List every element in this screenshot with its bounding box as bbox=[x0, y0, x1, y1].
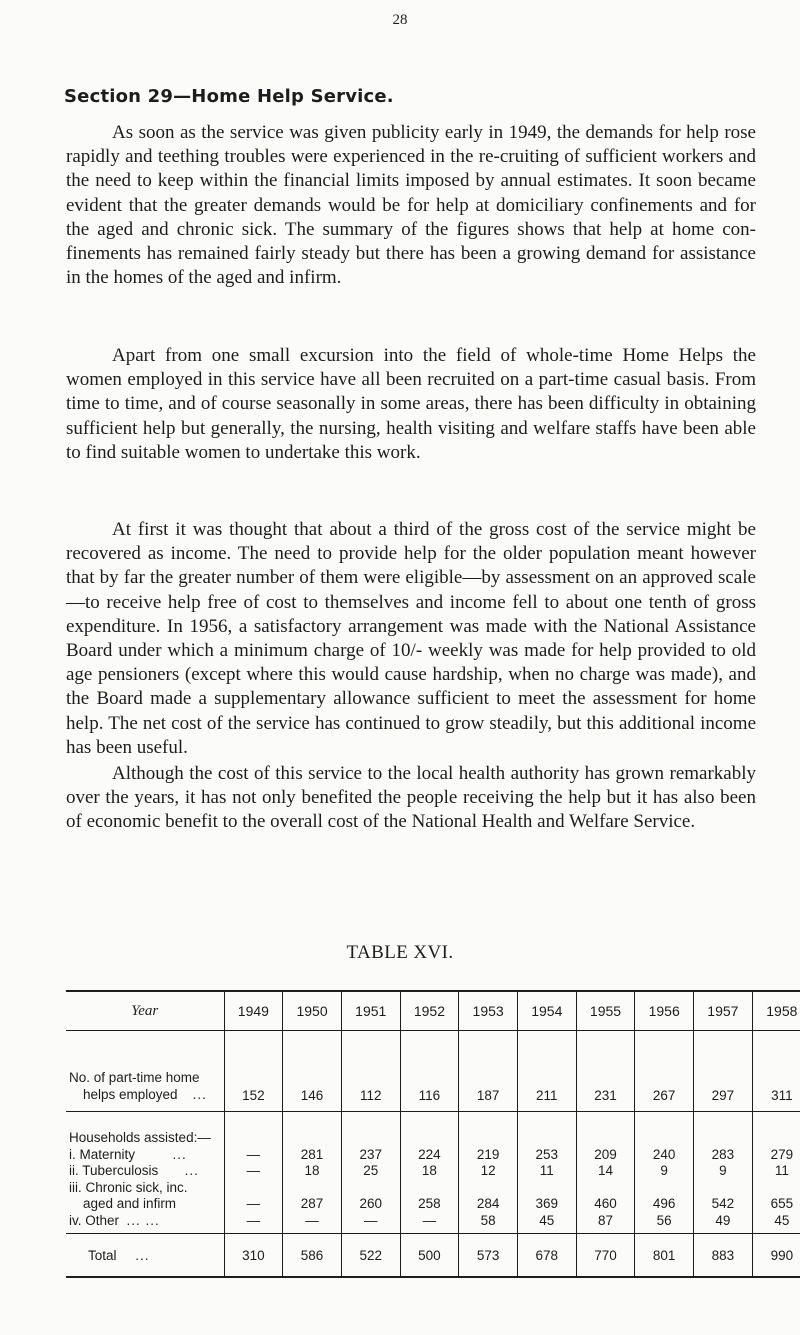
table-cell: 500 bbox=[400, 1234, 459, 1278]
table-cell: 25 bbox=[363, 1163, 379, 1178]
table-cell: 297 bbox=[694, 1031, 753, 1112]
chronic-label-line1: iii. Chronic sick, inc. bbox=[69, 1179, 188, 1195]
year-header-cell: 1954 bbox=[517, 991, 576, 1031]
table-row-staff bbox=[66, 1031, 800, 1112]
household-values-1955 bbox=[576, 1112, 635, 1234]
leader-dots: ... bbox=[184, 1163, 199, 1178]
table-cell: 9 bbox=[660, 1163, 668, 1178]
paragraph-4 bbox=[66, 762, 756, 835]
table-row-households bbox=[66, 1112, 800, 1234]
year-header-cell: 1955 bbox=[576, 991, 635, 1031]
table-cell: 281 bbox=[300, 1146, 324, 1162]
table-cell: 279 bbox=[770, 1146, 794, 1162]
table-cell: 219 bbox=[476, 1146, 500, 1162]
chronic-label-line2: aged and infirm bbox=[83, 1196, 177, 1211]
table-cell: 369 bbox=[535, 1196, 559, 1211]
paragraph-text: Apart from one small excursion into the field of whole-time Home Helps the women employed in this service have all been recruited on a part-time casual basis. From time to time, and of course seasonally in some areas, there has been difficulty in obtaining sufficient help but generally, the nursing, health visiting and welfare staffs have been able to find suitable women to undertake this work. bbox=[66, 345, 756, 463]
leader-dots: ... bbox=[192, 1086, 207, 1102]
table-cell: 267 bbox=[635, 1031, 694, 1112]
tuberculosis-label: ii. Tuberculosis bbox=[69, 1163, 159, 1178]
table-cell: 18 bbox=[304, 1163, 320, 1178]
household-values-1956 bbox=[635, 1112, 694, 1234]
household-values-1957 bbox=[694, 1112, 753, 1234]
table-cell: 990 bbox=[752, 1234, 800, 1278]
household-values-1958 bbox=[752, 1112, 800, 1234]
table-cell: 11 bbox=[539, 1163, 554, 1178]
household-values-1953 bbox=[459, 1112, 518, 1234]
maternity-label: i. Maternity bbox=[69, 1146, 136, 1162]
table-cell: 209 bbox=[594, 1146, 617, 1162]
section-title: Section 29—Home Help Service. bbox=[64, 86, 394, 107]
table-cell: 12 bbox=[480, 1163, 496, 1178]
table-cell: 49 bbox=[715, 1212, 731, 1228]
household-values-1954 bbox=[517, 1112, 576, 1234]
table-cell: — bbox=[363, 1212, 378, 1228]
table-cell: 496 bbox=[652, 1196, 676, 1211]
table-cell: 9 bbox=[719, 1163, 727, 1178]
table-cell: 283 bbox=[711, 1146, 735, 1162]
year-header-cell: 1949 bbox=[224, 991, 283, 1031]
table-cell: 542 bbox=[711, 1196, 735, 1211]
row-label-households bbox=[66, 1112, 224, 1234]
paragraph-2 bbox=[66, 344, 756, 465]
year-header-cell: 1958 bbox=[752, 991, 800, 1031]
paragraph-3 bbox=[66, 518, 756, 760]
table-cell: 770 bbox=[576, 1234, 635, 1278]
year-header-cell: 1950 bbox=[283, 991, 342, 1031]
table-cell: — bbox=[246, 1146, 261, 1162]
table-cell: 240 bbox=[652, 1146, 676, 1162]
home-help-table bbox=[66, 990, 800, 1278]
table-cell: — bbox=[246, 1196, 261, 1211]
table-cell: 45 bbox=[774, 1212, 790, 1228]
row-label-total bbox=[66, 1234, 224, 1278]
year-header-cell: 1956 bbox=[635, 991, 694, 1031]
page-number: 28 bbox=[392, 12, 408, 28]
table-cell: 112 bbox=[341, 1031, 400, 1112]
table-cell: 522 bbox=[341, 1234, 400, 1278]
table-header-row bbox=[66, 991, 800, 1031]
table-cell: 586 bbox=[283, 1234, 342, 1278]
household-values-1952 bbox=[400, 1112, 459, 1234]
table-cell: 116 bbox=[400, 1031, 459, 1112]
table-cell: 231 bbox=[576, 1031, 635, 1112]
table-cell: 14 bbox=[597, 1163, 613, 1178]
other-label: iv. Other bbox=[69, 1212, 120, 1228]
paragraph-1 bbox=[66, 121, 756, 290]
staff-label-line1: No. of part-time home bbox=[69, 1070, 200, 1085]
table-cell: — bbox=[246, 1163, 261, 1178]
table-cell: 87 bbox=[597, 1212, 613, 1228]
total-label: Total bbox=[88, 1247, 117, 1263]
table-cell: 258 bbox=[418, 1196, 441, 1211]
households-heading: Households assisted:— bbox=[69, 1130, 211, 1145]
table-cell: 655 bbox=[770, 1196, 794, 1211]
table-title: TABLE XVI. bbox=[346, 942, 454, 963]
table-cell: 152 bbox=[224, 1031, 283, 1112]
table-cell: 310 bbox=[224, 1234, 283, 1278]
year-header-cell: 1953 bbox=[459, 991, 518, 1031]
table-cell: — bbox=[305, 1212, 319, 1228]
table-cell: 284 bbox=[476, 1196, 500, 1211]
leader-dots: ... bbox=[172, 1146, 187, 1162]
household-values-1950 bbox=[283, 1112, 342, 1234]
table-cell: 801 bbox=[635, 1234, 694, 1278]
table-cell: 253 bbox=[535, 1146, 559, 1162]
home-help-table-container bbox=[66, 990, 800, 1278]
table-cell: 260 bbox=[359, 1196, 382, 1211]
table-cell: 311 bbox=[752, 1031, 800, 1112]
table-cell: 146 bbox=[283, 1031, 342, 1112]
leader-dots: ... ... bbox=[126, 1212, 160, 1228]
table-cell: 237 bbox=[359, 1146, 382, 1162]
table-cell: — bbox=[422, 1212, 437, 1228]
year-header: Year bbox=[66, 991, 224, 1031]
paragraph-text: At first it was thought that about a third of the gross cost of the service might be recovered as income. The need to provide help for the older population meant however that by far the greater number of them were eligible—by assessment on an approved scale—to receive help free of cost to themselves and income fell to about one tenth of gross expenditure. In 1956, a satisfactory arrangement was made with the National Assistance Board under which a minimum charge of 10/- weekly was made for help provided to old age pensioners (except where this would cause hardship, when no charge was made), and the Board made a supplementary allowance sufficient to meet the assessment for home help. The net cost of the service has continued to grow steadily, but this additional income has been useful. bbox=[66, 519, 756, 758]
table-cell: 883 bbox=[694, 1234, 753, 1278]
table-cell: 58 bbox=[480, 1212, 496, 1228]
household-values-1949 bbox=[224, 1112, 283, 1234]
staff-label-line2: helps employed bbox=[83, 1086, 178, 1102]
household-values-1951 bbox=[341, 1112, 400, 1234]
year-header-cell: 1957 bbox=[694, 991, 753, 1031]
paragraph-text: Although the cost of this service to the local health authority has grown remarkably over the years, it has not only benefited the people receiving the help but it has also been of economic benefit to the overall cost of the National Health and Welfare Service. bbox=[66, 763, 756, 833]
table-cell: 211 bbox=[517, 1031, 576, 1112]
leader-dots: ... bbox=[135, 1247, 150, 1263]
table-cell: 460 bbox=[594, 1196, 617, 1211]
table-cell: 56 bbox=[656, 1212, 672, 1228]
table-row-total bbox=[66, 1234, 800, 1278]
table-cell: 678 bbox=[517, 1234, 576, 1278]
table-cell: 224 bbox=[418, 1146, 441, 1162]
table-cell: — bbox=[246, 1212, 261, 1228]
row-label-staff bbox=[66, 1031, 224, 1112]
year-header-cell: 1952 bbox=[400, 991, 459, 1031]
table-cell: 45 bbox=[539, 1212, 555, 1228]
paragraph-text: As soon as the service was given publicity early in 1949, the demands for help rose rapidly and teething troubles were experienced in the re-cruiting of sufficient workers and the need to keep within the financial limits imposed by annual estimates. It soon became evident that the greater demands would be for help at domiciliary confinements and for the aged and chronic sick. The summary of the figures shows that help at home con-finements has remained fairly steady but there has been a growing demand for assistance in the homes of the aged and infirm. bbox=[66, 122, 756, 289]
table-cell: 187 bbox=[459, 1031, 518, 1112]
table-cell: 18 bbox=[421, 1163, 437, 1178]
year-header-cell: 1951 bbox=[341, 991, 400, 1031]
table-cell: 573 bbox=[459, 1234, 518, 1278]
table-cell: 11 bbox=[774, 1163, 789, 1178]
table-cell: 287 bbox=[300, 1196, 324, 1211]
